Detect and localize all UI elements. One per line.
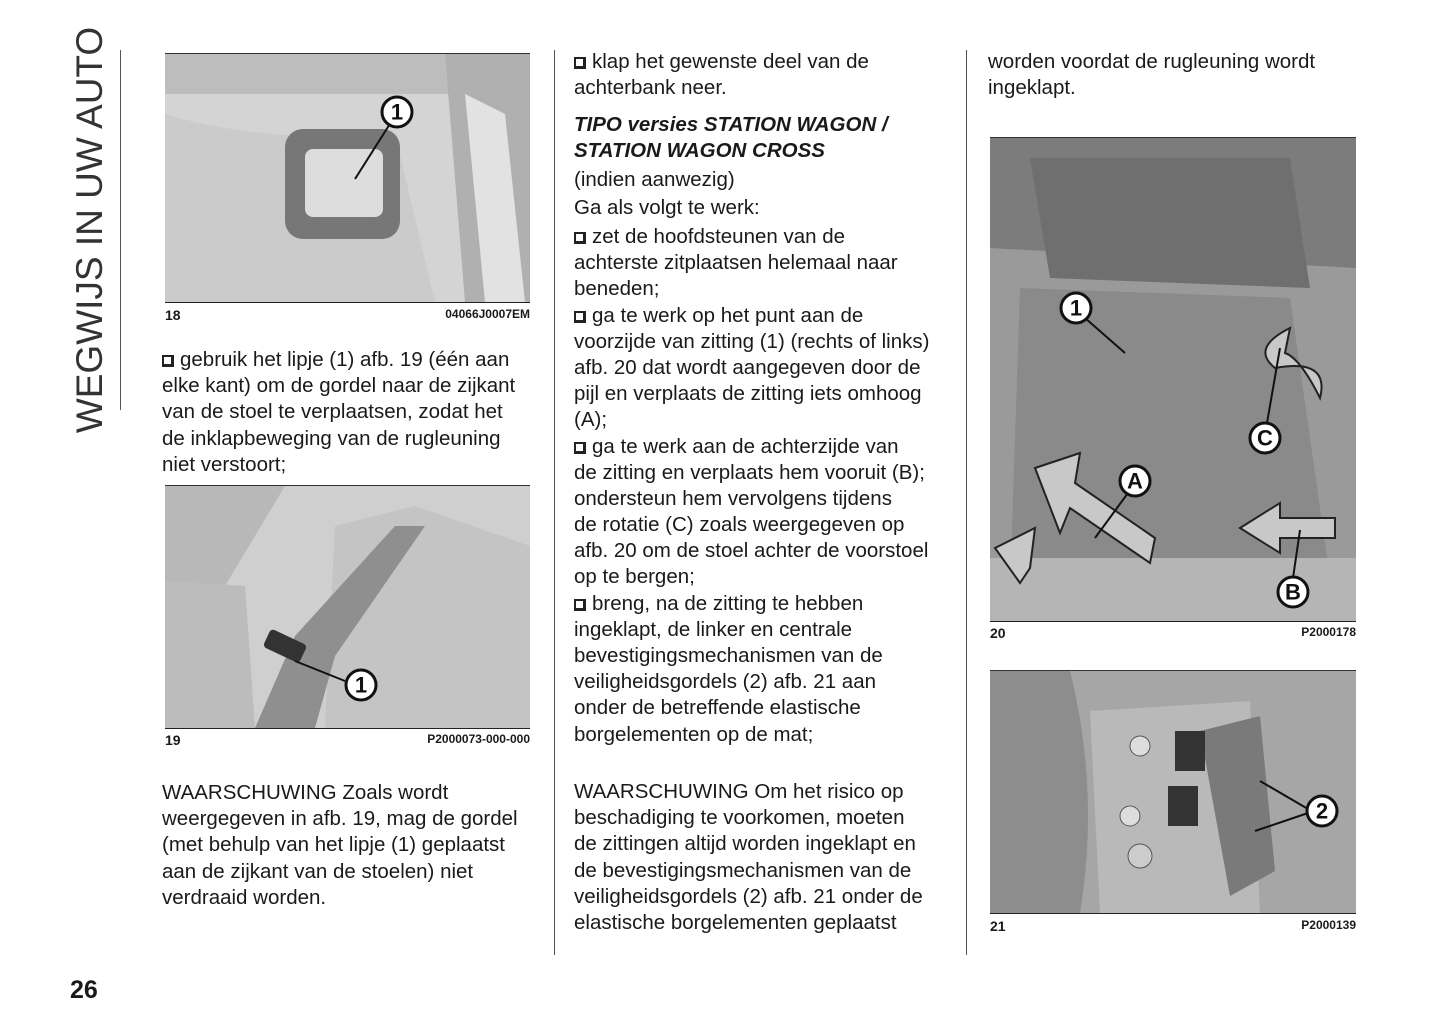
section-heading [574, 112, 888, 164]
figure-19-image [165, 485, 530, 729]
callout-2: 2 [1315, 798, 1329, 824]
col2-warning [574, 779, 923, 936]
text-line: (met behulp van het lipje (1) geplaatst [162, 833, 506, 857]
text-line: WAARSCHUWING Om het risico op [574, 780, 904, 803]
text-line: ondersteun hem vervolgens tijdens [574, 486, 892, 510]
section-sidebar [62, 26, 118, 434]
col3-continued-text [988, 49, 1315, 101]
figure-20-caption [990, 625, 1356, 643]
text-line: de zittingen altijd worden ingeklapt en [574, 832, 916, 856]
text-line: de inklapbeweging van de rugleuning [162, 426, 501, 450]
text-line: verdraaid worden. [162, 885, 327, 909]
text-line: veiligheidsgordels (2) afb. 21 onder de [574, 884, 923, 908]
callout-1: 1 [354, 672, 368, 698]
text-line: WAARSCHUWING Zoals wordt [162, 781, 449, 804]
figure-20-image [990, 137, 1356, 622]
text-line: beneden; [574, 277, 660, 301]
text-line: ga te werk aan de achterzijde van [592, 434, 899, 458]
text-line: beschadiging te voorkomen, moeten [574, 806, 905, 830]
checkbox-bullet-icon [574, 57, 586, 69]
checkbox-bullet-icon [574, 442, 586, 454]
figure-code: P2000139 [1301, 918, 1356, 932]
text-line: worden voordat de rugleuning wordt [988, 50, 1316, 73]
text-line: van de stoel te verplaatsen, zodat het [162, 400, 503, 424]
figure-18-image [165, 53, 530, 303]
text-line: de bevestigingsmechanismen van de [574, 858, 912, 882]
figure-21-caption [990, 918, 1356, 936]
checkbox-bullet-icon [574, 599, 586, 611]
text-line: STATION WAGON CROSS [574, 139, 825, 163]
figure-number: 21 [990, 918, 1006, 934]
text-line: elastische borgelementen geplaatst [574, 910, 897, 934]
checkbox-bullet-icon [162, 355, 174, 367]
col1-bullet-1 [162, 347, 515, 478]
figure-code: P2000073-000-000 [427, 732, 530, 746]
text-line: niet verstoort; [162, 452, 287, 476]
text-line: de rotatie (C) zoals weergegeven op [574, 513, 905, 537]
text-line: ingeklapt, de linker en centrale [574, 617, 853, 641]
figure-code: P2000178 [1301, 625, 1356, 639]
text-line: op te bergen; [574, 565, 695, 589]
callout-b: B [1285, 579, 1301, 605]
text-line: afb. 20 dat wordt aangegeven door de [574, 355, 921, 379]
text-line: elke kant) om de gordel naar de zijkant [162, 374, 516, 398]
text-line: voorzijde van zitting (1) (rechts of links) [574, 329, 930, 353]
text-line: TIPO versies STATION WAGON / [574, 113, 888, 136]
figure-21-image [990, 670, 1356, 914]
checkbox-bullet-icon [574, 232, 586, 244]
text-line: pijl en verplaats de zitting iets omhoog [574, 382, 922, 406]
column-divider [554, 50, 555, 955]
availability-note: (indien aanwezig) [574, 168, 735, 191]
callout-1: 1 [1069, 295, 1083, 321]
text-line: bevestigingsmechanismen van de [574, 644, 883, 667]
text-line: ingeklapt. [988, 76, 1076, 100]
text-line: weergegeven in afb. 19, mag de gordel [162, 807, 518, 831]
col2-bullet-0 [574, 49, 869, 101]
text-line: breng, na de zitting te hebben [592, 591, 864, 615]
text-line: zet de hoofdsteunen van de [592, 225, 846, 248]
callout-a: A [1127, 468, 1143, 494]
intro-text: Ga als volgt te werk: [574, 196, 760, 219]
text-line: veiligheidsgordels (2) afb. 21 aan [574, 670, 876, 694]
text-line: achterste zitplaatsen helemaal naar [574, 251, 898, 275]
text-line: onder de betreffende elastische [574, 696, 861, 720]
text-line: aan de zijkant van de stoelen) niet [162, 859, 474, 883]
figure-number: 20 [990, 625, 1006, 641]
figure-18-caption [165, 307, 530, 325]
callout-c: C [1257, 425, 1273, 451]
section-title: WEGWIJS IN UW AUTO [69, 26, 110, 434]
text-line: klap het gewenste deel van de [592, 50, 869, 73]
sidebar-divider [120, 50, 121, 410]
col1-warning [162, 780, 518, 911]
text-line: (A); [574, 408, 608, 432]
checkbox-bullet-icon [574, 311, 586, 323]
figure-code: 04066J0007EM [445, 307, 530, 321]
figure-number: 18 [165, 307, 181, 323]
text-line: de zitting en verplaats hem vooruit (B); [574, 460, 925, 484]
text-line: afb. 20 om de stoel achter de voorstoel [574, 539, 929, 563]
text-line: achterbank neer. [574, 76, 727, 100]
text-line: ga te werk op het punt aan de [592, 303, 864, 327]
text-line: gebruik het lipje (1) afb. 19 (één aan [180, 348, 510, 371]
text-line: borgelementen op de mat; [574, 722, 814, 746]
figure-number: 19 [165, 732, 181, 748]
column-divider [966, 50, 967, 955]
callout-1: 1 [390, 99, 404, 125]
col2-steps [574, 224, 929, 748]
figure-19-caption [165, 732, 530, 750]
page-number: 26 [70, 976, 98, 1004]
